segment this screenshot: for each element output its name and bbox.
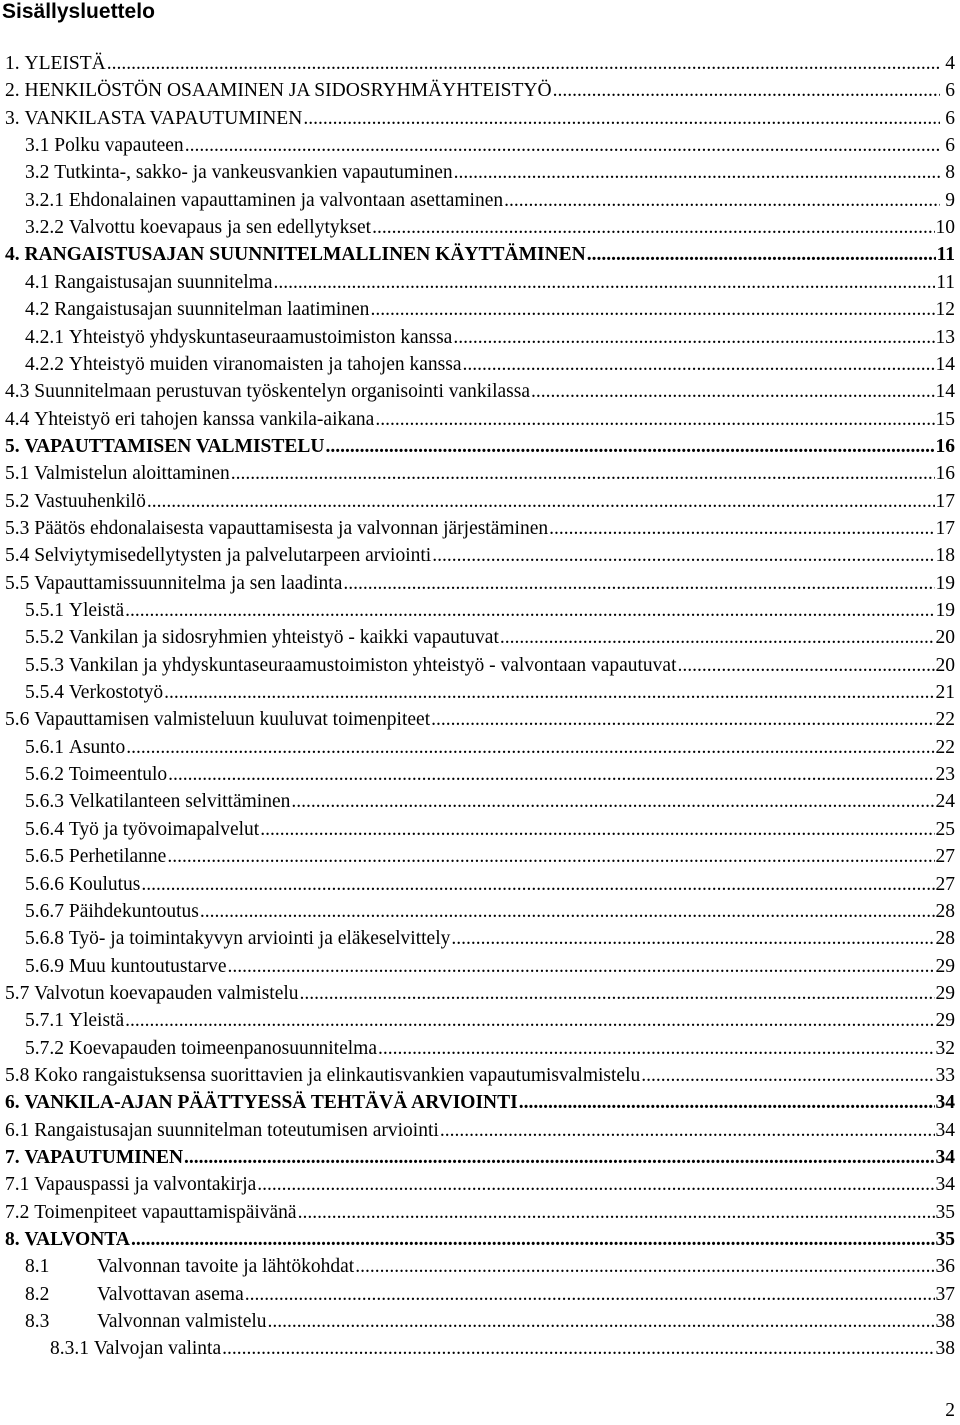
dot-leader — [553, 79, 940, 103]
toc-entry-number: 5.6.1 — [25, 736, 64, 758]
toc-entry-number: 5.5.4 — [25, 682, 64, 704]
toc-entry-page: 21 — [935, 682, 955, 704]
toc-entry-title: Koulutus — [68, 873, 141, 895]
toc-entry-title: Työ ja työvoimapalvelut — [68, 818, 260, 840]
toc-entry-page: 11 — [936, 271, 955, 293]
toc-entry-page: 14 — [935, 381, 955, 403]
toc-entry-number: 5.6.6 — [25, 873, 64, 895]
toc-entry-number: 8. — [5, 1229, 20, 1251]
dot-leader — [164, 681, 934, 705]
toc-entry-number: 8.3.1 — [50, 1338, 89, 1360]
toc-entry-number: 3.2.1 — [25, 189, 64, 211]
toc-entry-title: RANGAISTUSAJAN SUUNNITELMALLINEN KÄYTTÄMINEN — [24, 244, 586, 266]
toc-entry-number: 5.5.1 — [25, 600, 64, 621]
dot-leader — [378, 1037, 935, 1061]
toc-entry-page: 29 — [935, 955, 955, 977]
toc-entry[interactable] — [0, 681, 955, 705]
toc-entry-title: Toimenpiteet vapauttamispäivänä — [34, 1201, 297, 1223]
toc-entry-number: 5.5 — [5, 572, 30, 594]
toc-entry-number: 6. — [5, 1092, 20, 1114]
toc-entry-page: 8 — [945, 162, 955, 184]
dot-leader — [519, 1091, 935, 1115]
toc-entry-number: 5.7 — [5, 982, 30, 1004]
toc-entry-page: 16 — [935, 463, 955, 485]
toc-entry-title: Koevapauden toimeenpanosuunnitelma — [68, 1037, 377, 1059]
toc-entry[interactable] — [0, 927, 955, 951]
dot-leader — [678, 654, 935, 678]
toc-title: Sisällysluettelo — [2, 0, 155, 23]
toc-entry-number: 4.3 — [5, 381, 30, 403]
toc-entry-page: 11 — [936, 244, 955, 266]
dot-leader — [300, 982, 935, 1006]
dot-leader — [125, 1009, 934, 1033]
toc-entry-title: Vankilan ja sidosryhmien yhteistyö - kaikki vapautuvat — [68, 627, 499, 649]
toc-entry-number: 5.5.3 — [25, 654, 64, 676]
dot-leader — [257, 1173, 934, 1197]
toc-entry-page: 32 — [935, 1037, 955, 1059]
toc-entry-number: 7.2 — [5, 1201, 30, 1223]
dot-leader — [147, 490, 935, 514]
toc-entry-title: Velkatilanteen selvittäminen — [68, 791, 291, 813]
toc-entry-title: Valvojan valinta — [93, 1338, 222, 1360]
toc-entry[interactable] — [0, 790, 955, 814]
toc-entry-title: Vastuuhenkilö — [34, 490, 146, 512]
toc-entry[interactable] — [0, 982, 955, 1006]
toc-entry-title: VALVONTA — [24, 1229, 130, 1251]
toc-entry-number: 5.5.2 — [25, 627, 64, 649]
toc-entry-number: 4.2.2 — [25, 353, 64, 375]
toc-entry-title: VANKILA-AJAN PÄÄTTYESSÄ TEHTÄVÄ ARVIOINTI — [24, 1092, 518, 1114]
page-number: 2 — [945, 1400, 955, 1421]
toc-entry-title: Yhteistyö yhdyskuntaseuraamustoimiston kanssa — [68, 326, 453, 348]
toc-entry[interactable] — [0, 517, 955, 541]
toc-entry-number: 5.6.5 — [25, 846, 64, 868]
toc-entry-page: 33 — [935, 1064, 955, 1086]
dot-leader — [260, 818, 934, 842]
dot-leader — [167, 845, 934, 869]
dot-leader — [504, 189, 940, 213]
toc-entry-title: Valmistelun aloittaminen — [34, 463, 230, 485]
toc-entry[interactable] — [0, 216, 955, 240]
toc-entry-number: 6.1 — [5, 1119, 30, 1141]
toc-entry-title: Koko rangaistuksensa suorittavien ja elinkautisvankien vapautumisvalmistelu — [34, 1064, 641, 1086]
toc-entry-page: 34 — [935, 1147, 955, 1168]
toc-entry-number: 5.6.7 — [25, 900, 64, 922]
dot-leader — [375, 408, 934, 432]
toc-entry-number: 8.3 — [25, 1311, 50, 1333]
toc-entry-page: 37 — [935, 1283, 955, 1305]
toc-entry-number: 7. — [5, 1147, 20, 1168]
toc-entry-title: Yhteistyö eri tahojen kanssa vankila-aikana — [34, 408, 375, 430]
dot-leader — [370, 298, 934, 322]
toc-entry-number: 5.4 — [5, 545, 30, 567]
dot-leader — [131, 1228, 935, 1252]
toc-entry-page: 6 — [945, 135, 955, 157]
dot-leader — [451, 927, 934, 951]
toc-entry-title: Perhetilanne — [68, 846, 167, 868]
toc-entry-number: 5.7.1 — [25, 1010, 64, 1032]
toc-entry[interactable] — [0, 52, 955, 76]
toc-entry-number: 3.2.2 — [25, 217, 64, 239]
toc-entry-title: Vapauspassi ja valvontakirja — [34, 1174, 257, 1196]
dot-leader — [185, 134, 940, 158]
toc-entry-number: 4. — [5, 244, 20, 266]
toc-entry[interactable] — [0, 1337, 955, 1361]
dot-leader — [355, 1255, 934, 1279]
toc-entry-page: 29 — [935, 982, 955, 1004]
toc-entry-title: Rangaistusajan suunnitelman toteutumisen arviointi — [34, 1119, 439, 1141]
toc-entry-number: 5.1 — [5, 463, 30, 485]
toc-entry-page: 20 — [935, 654, 955, 676]
toc-entry[interactable] — [0, 1064, 955, 1088]
toc-entry-page: 22 — [935, 709, 955, 731]
toc-entry-page: 38 — [935, 1311, 955, 1333]
toc-entry-number: 5.8 — [5, 1064, 30, 1086]
toc-entry[interactable] — [0, 298, 955, 322]
toc-entry[interactable] — [0, 654, 955, 678]
toc-entry[interactable] — [0, 380, 955, 404]
toc-entry-title: VAPAUTTAMISEN VALMISTELU — [24, 435, 325, 457]
toc-entry-number: 1. — [5, 53, 20, 74]
toc-entry-page: 4 — [945, 53, 955, 74]
dot-leader — [245, 1283, 935, 1307]
toc-entry-number: 4.2 — [25, 299, 50, 321]
toc-entry[interactable] — [0, 490, 955, 514]
dot-leader — [227, 955, 934, 979]
toc-entry[interactable] — [0, 1009, 955, 1033]
dot-leader — [463, 353, 935, 377]
toc-entry[interactable] — [0, 271, 955, 295]
dot-leader — [231, 462, 935, 486]
toc-entry-number: 5.6.4 — [25, 818, 64, 840]
dot-leader — [343, 572, 934, 596]
toc-entry-page: 17 — [935, 517, 955, 539]
toc-entry[interactable] — [0, 134, 955, 158]
toc-entry-page: 35 — [935, 1229, 955, 1251]
toc-entry-title: Valvottavan asema — [97, 1283, 244, 1305]
toc-entry-number: 5.6.8 — [25, 928, 64, 950]
toc-entry[interactable] — [0, 763, 955, 787]
toc-entry-title: Vapauttamisen valmisteluun kuuluvat toimenpiteet — [34, 709, 431, 731]
toc-entry[interactable] — [0, 1255, 955, 1279]
toc-entry[interactable] — [0, 845, 955, 869]
toc-entry-page: 36 — [935, 1256, 955, 1278]
toc-entry-page: 17 — [935, 490, 955, 512]
toc-entry-page: 28 — [935, 900, 955, 922]
dot-leader — [222, 1337, 934, 1361]
dot-leader — [268, 1310, 935, 1334]
toc-entry-title: Rangaistusajan suunnitelma — [54, 271, 273, 293]
toc-entry-number: 3.2 — [25, 162, 50, 184]
toc-entry[interactable] — [0, 1310, 955, 1334]
dot-leader — [107, 52, 940, 76]
toc-entry[interactable] — [0, 1283, 955, 1307]
dot-leader — [298, 1201, 935, 1225]
toc-entry-page: 35 — [935, 1201, 955, 1223]
toc-entry-page: 34 — [935, 1092, 955, 1114]
toc-entry-page: 14 — [935, 353, 955, 375]
toc-entry-title: Valvonnan tavoite ja lähtökohdat — [97, 1256, 355, 1278]
toc-entry[interactable] — [0, 1091, 955, 1115]
toc-entry[interactable] — [0, 107, 955, 131]
toc-entry-page: 38 — [935, 1338, 955, 1360]
toc-entry-page: 6 — [945, 80, 955, 102]
toc-entry-page: 28 — [935, 928, 955, 950]
toc-entry-page: 9 — [945, 189, 955, 211]
toc-entry-title: Työ- ja toimintakyvyn arviointi ja eläkeselvittely — [68, 928, 451, 950]
dot-leader — [291, 790, 934, 814]
toc-entry-page: 15 — [935, 408, 955, 430]
toc-entry-number: 5.3 — [5, 517, 30, 539]
toc-entry-title: Toimeentulo — [68, 764, 168, 786]
dot-leader — [126, 736, 934, 760]
toc-entry[interactable] — [0, 1119, 955, 1143]
dot-leader — [200, 900, 935, 924]
toc-entry-title: Päätös ehdonalaisesta vapauttamisesta ja valvonnan järjestäminen — [34, 517, 549, 539]
toc-entry-page: 10 — [935, 217, 955, 239]
dot-leader — [432, 544, 934, 568]
dot-leader — [274, 271, 936, 295]
toc-entry-page: 16 — [935, 435, 955, 457]
toc-entry-number: 4.2.1 — [25, 326, 64, 348]
dot-leader — [372, 216, 934, 240]
toc-entry-title: Rangaistusajan suunnitelman laatiminen — [54, 299, 370, 321]
toc-entry-number: 5.6.2 — [25, 764, 64, 786]
dot-leader — [549, 517, 934, 541]
toc-entry-number: 8.2 — [25, 1283, 50, 1305]
toc-entry-number: 8.1 — [25, 1256, 50, 1278]
toc-entry-title: Tutkinta-, sakko- ja vankeusvankien vapautuminen — [54, 162, 453, 184]
dot-leader — [587, 243, 936, 267]
toc-entry[interactable] — [0, 189, 955, 213]
toc-entry-title: Selviytymisedellytysten ja palvelutarpeen arviointi — [34, 545, 432, 567]
toc-entry-title: Vapauttamissuunnitelma ja sen laadinta — [34, 572, 343, 594]
toc-entry[interactable] — [0, 435, 955, 459]
toc-entry-title: Yhteistyö muiden viranomaisten ja tahojen kanssa — [68, 353, 462, 375]
toc-entry-title: Päihdekuntoutus — [68, 900, 199, 922]
toc-entry-title: Verkostotyö — [68, 682, 164, 704]
toc-entry[interactable] — [0, 873, 955, 897]
toc-entry-number: 5.6.9 — [25, 955, 64, 977]
toc-entry-number: 3.1 — [25, 135, 50, 157]
dot-leader — [184, 1146, 934, 1170]
toc-entry-number: 2. — [5, 80, 20, 102]
toc-entry[interactable] — [0, 1201, 955, 1225]
toc-entry-page: 22 — [935, 736, 955, 758]
dot-leader — [453, 326, 934, 350]
toc-entry-page: 13 — [935, 326, 955, 348]
toc-entry[interactable] — [0, 708, 955, 732]
toc-entry[interactable] — [0, 599, 955, 623]
toc-entry[interactable] — [0, 736, 955, 760]
toc-entry[interactable] — [0, 1146, 955, 1170]
toc-entry[interactable] — [0, 353, 955, 377]
toc-entry-number: 5.6.3 — [25, 791, 64, 813]
toc-entry-title: Suunnitelmaan perustuvan työskentelyn organisointi vankilassa — [34, 381, 530, 403]
dot-leader — [500, 626, 935, 650]
toc-entry[interactable] — [0, 955, 955, 979]
toc-entry-title: Valvotun koevapauden valmistelu — [34, 982, 299, 1004]
toc-entry-title: Asunto — [68, 736, 126, 758]
toc-entry-number: 4.4 — [5, 408, 30, 430]
toc-entry[interactable] — [0, 544, 955, 568]
toc-entry[interactable] — [0, 408, 955, 432]
toc-entry-title: YLEISTÄ — [24, 53, 106, 74]
dot-leader — [125, 599, 934, 623]
toc-entry[interactable] — [0, 1173, 955, 1197]
toc-entry[interactable] — [0, 572, 955, 596]
toc-entry-page: 18 — [935, 545, 955, 567]
toc-entry[interactable] — [0, 326, 955, 350]
toc-entry-number: 3. — [5, 107, 20, 129]
toc-entry-number: 7.1 — [5, 1174, 30, 1196]
toc-entry-title: VAPAUTUMINEN — [24, 1147, 184, 1168]
toc-entry-page: 34 — [935, 1174, 955, 1196]
toc-entry[interactable] — [0, 462, 955, 486]
toc-entry-title: Yleistä — [68, 1010, 125, 1032]
dot-leader — [168, 763, 934, 787]
toc-entry-page: 24 — [935, 791, 955, 813]
toc-entry-number: 4.1 — [25, 271, 50, 293]
toc-entry-page: 19 — [935, 572, 955, 594]
toc-entry-number: 5.2 — [5, 490, 30, 512]
toc-entry[interactable] — [0, 626, 955, 650]
toc-entry[interactable] — [0, 243, 955, 267]
toc-entry-number: 5.7.2 — [25, 1037, 64, 1059]
toc-entry[interactable] — [0, 1037, 955, 1061]
toc-entry[interactable] — [0, 1228, 955, 1252]
toc-entry[interactable] — [0, 79, 955, 103]
toc-entry-title: HENKILÖSTÖN OSAAMINEN JA SIDOSRYHMÄYHTEISTYÖ — [24, 80, 552, 102]
toc-entry-page: 23 — [935, 764, 955, 786]
toc-entry-page: 27 — [935, 846, 955, 868]
toc-entry-title: Valvottu koevapaus ja sen edellytykset — [68, 217, 372, 239]
dot-leader — [431, 708, 934, 732]
toc-entry-page: 29 — [935, 1010, 955, 1032]
toc-entry-title: Yleistä — [68, 600, 125, 621]
toc-entry[interactable] — [0, 818, 955, 842]
dot-leader — [641, 1064, 934, 1088]
toc-entry-title: Ehdonalainen vapauttaminen ja valvontaan asettaminen — [68, 189, 504, 211]
toc-entry-page: 27 — [935, 873, 955, 895]
toc-entry-page: 19 — [935, 600, 955, 621]
toc-entry-number: 5.6 — [5, 709, 30, 731]
toc-entry-title: Muu kuntoutustarve — [68, 955, 227, 977]
toc-entry-page: 6 — [945, 107, 955, 129]
dot-leader — [531, 380, 935, 404]
toc-entry-page: 34 — [935, 1119, 955, 1141]
toc-entry-title: Vankilan ja yhdyskuntaseuraamustoimiston yhteistyö - valvontaan vapautuvat — [68, 654, 677, 676]
toc-entry-number: 5. — [5, 435, 20, 457]
toc-entry-page: 20 — [935, 627, 955, 649]
dot-leader — [325, 435, 934, 459]
dot-leader — [440, 1119, 935, 1143]
dot-leader — [303, 107, 940, 131]
dot-leader — [454, 161, 940, 185]
toc-entry-title: VANKILASTA VAPAUTUMINEN — [24, 107, 303, 129]
toc-entry-title: Polku vapauteen — [54, 135, 184, 157]
toc-entry-page: 25 — [935, 818, 955, 840]
toc-entry[interactable] — [0, 161, 955, 185]
dot-leader — [141, 873, 934, 897]
toc-entry-title: Valvonnan valmistelu — [97, 1311, 267, 1333]
toc-entry[interactable] — [0, 900, 955, 924]
toc-entry-page: 12 — [935, 299, 955, 321]
